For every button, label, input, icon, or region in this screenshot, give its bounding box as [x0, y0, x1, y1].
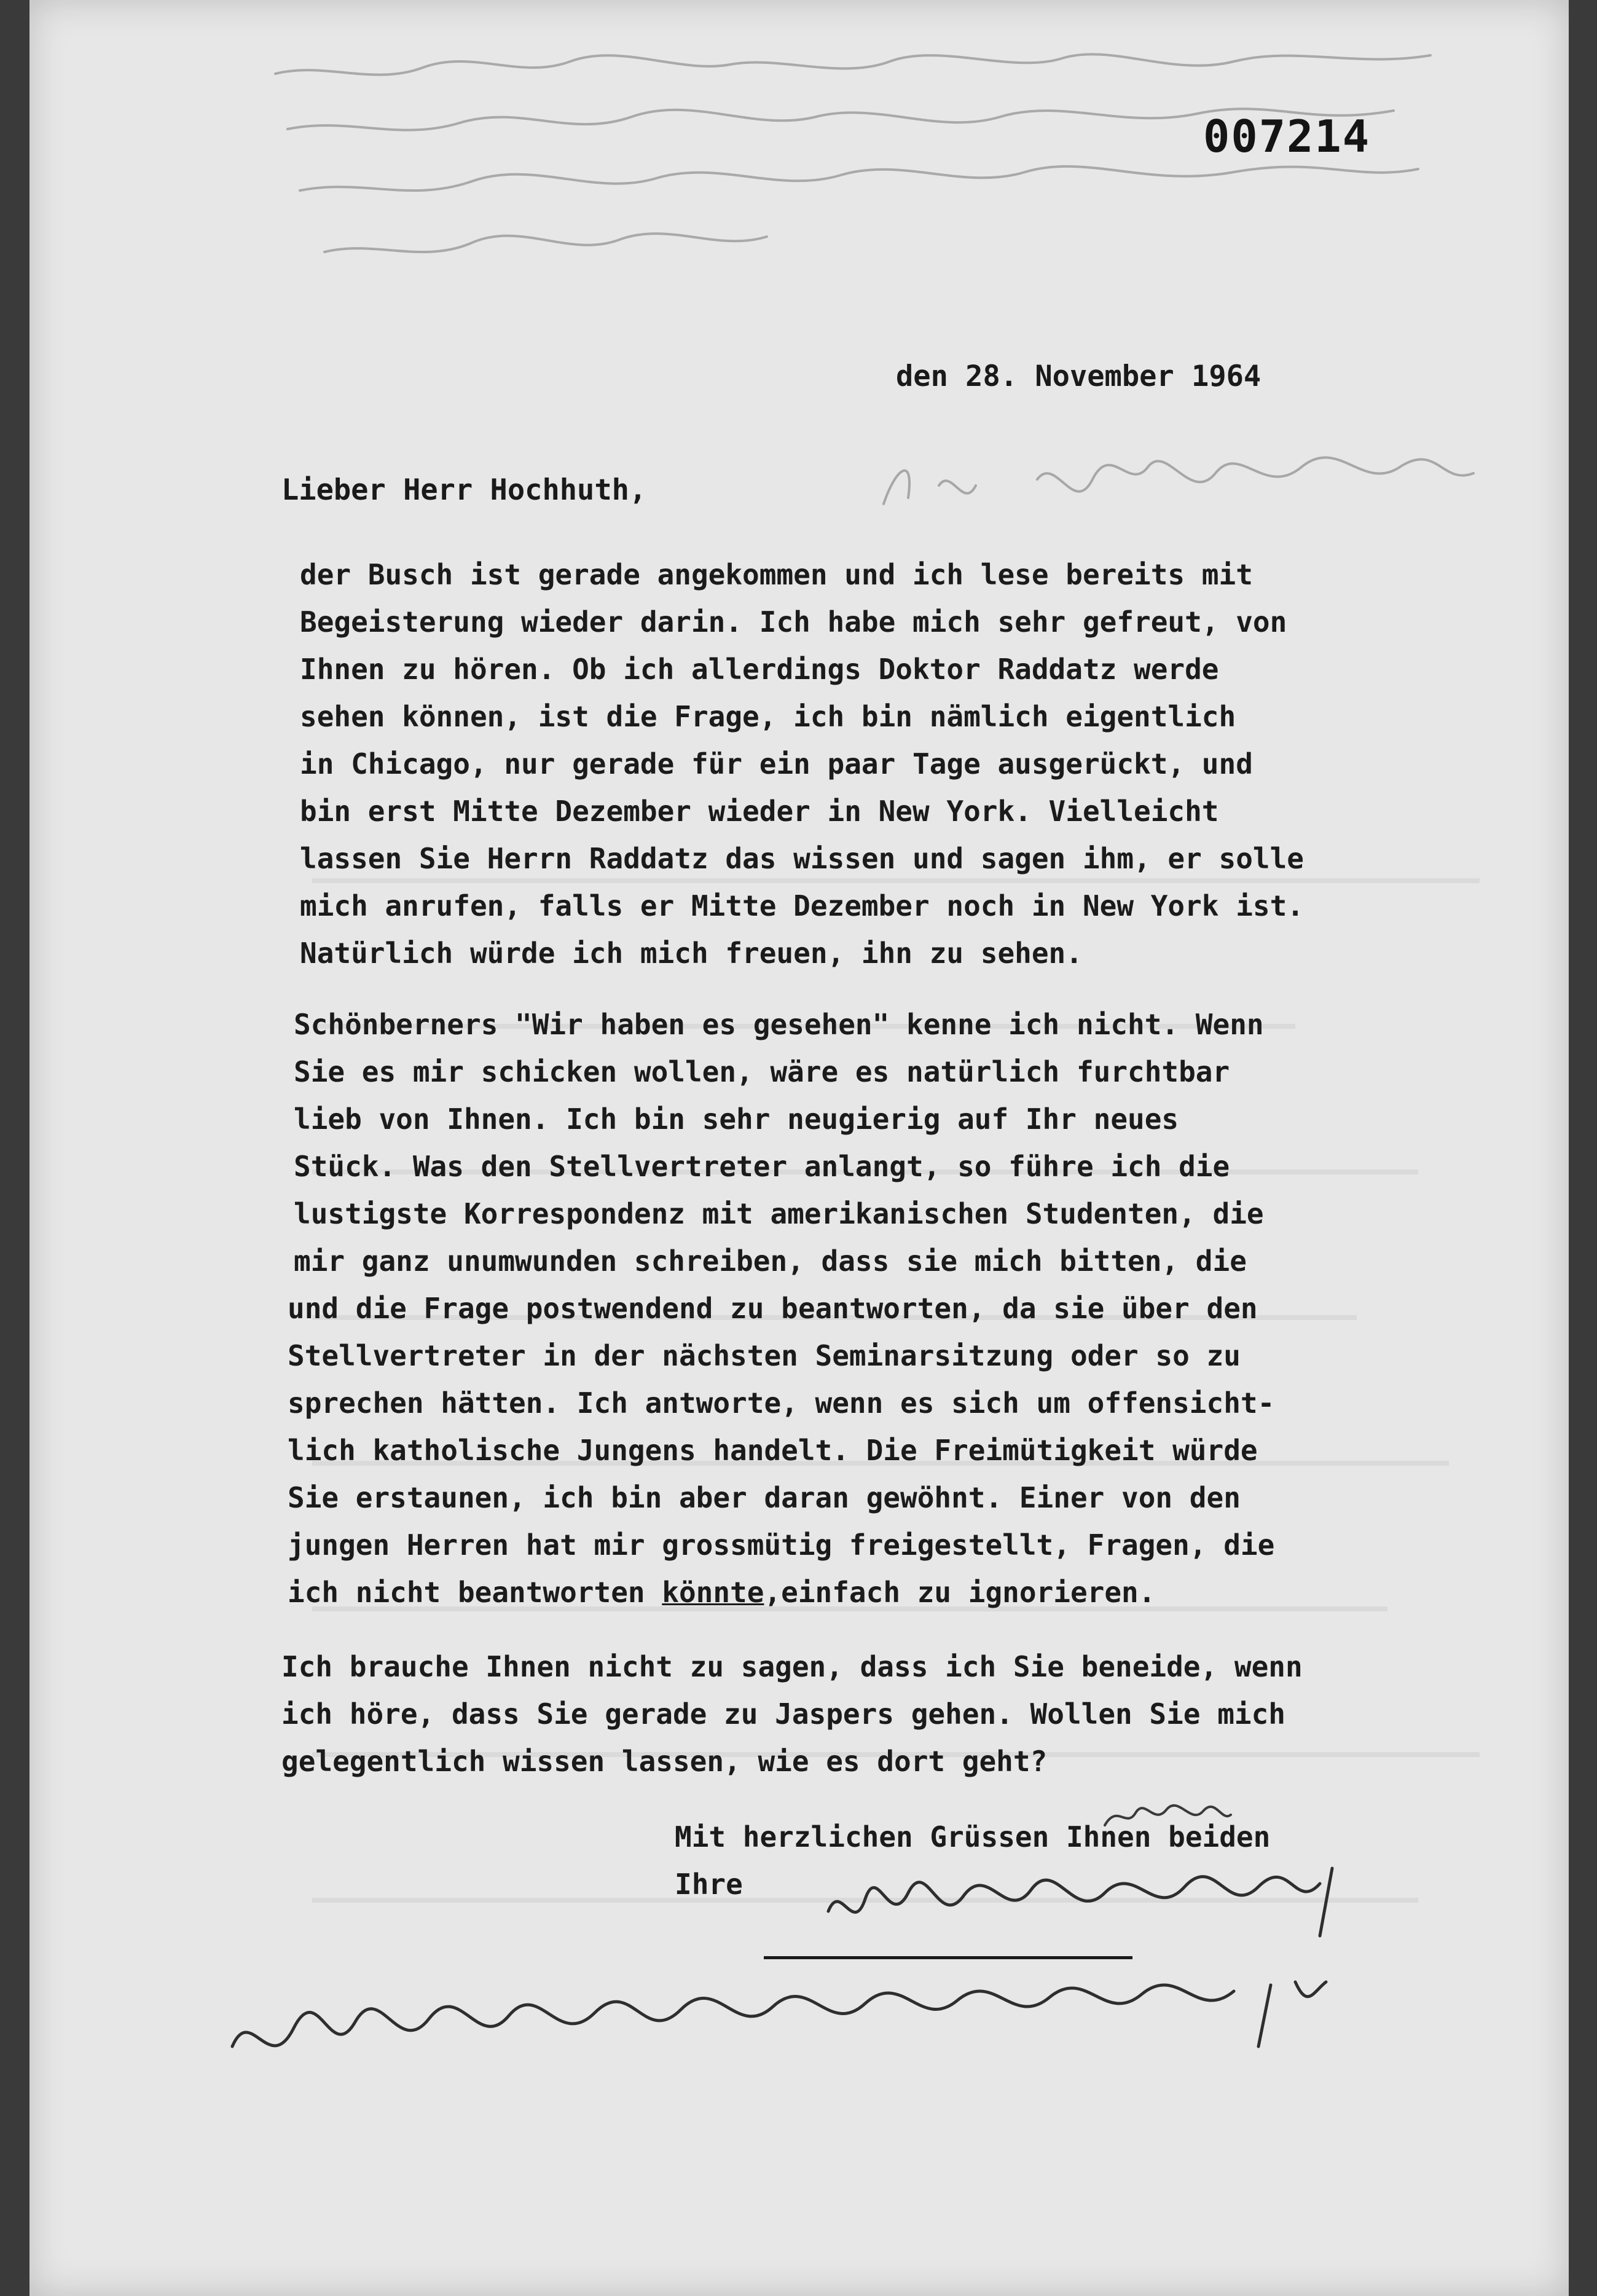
text-line: lustigste Korrespondenz mit amerikanischen Studenten, die: [294, 1197, 1264, 1230]
handwriting-scribbles-top: [251, 25, 1480, 307]
handwriting-scribble-right: [871, 430, 1486, 541]
letter-date: den 28. November 1964: [896, 360, 1262, 393]
handwritten-note-lower: [214, 1844, 1473, 2102]
text-line: lieb von Ihnen. Ich bin sehr neugierig auf Ihr neues: [294, 1103, 1179, 1136]
text-line: Stellvertreter in der nächsten Seminarsitzung oder so zu: [288, 1339, 1241, 1372]
text-line: Schönberners "Wir haben es gesehen" kenne ich nicht. Wenn: [294, 1008, 1264, 1041]
text-line: lich katholische Jungens handelt. Die Freimütigkeit würde: [288, 1434, 1258, 1467]
text-line: jungen Herren hat mir grossmütig freigestellt, Fragen, die: [288, 1528, 1275, 1562]
closing-greeting: Mit herzlichen Grüssen Ihnen beiden: [675, 1820, 1271, 1854]
text-line: mir ganz unumwunden schreiben, dass sie mich bitten, die: [294, 1244, 1247, 1278]
text-line: mich anrufen, falls er Mitte Dezember noch in New York ist.: [300, 889, 1304, 922]
underlined-word: könnte: [662, 1576, 764, 1609]
text-line: bin erst Mitte Dezember wieder in New York. Vielleicht: [300, 795, 1219, 828]
signature-rule: [764, 1956, 1132, 1959]
text-segment: ich nicht beantworten: [288, 1576, 662, 1609]
text-line: lassen Sie Herrn Raddatz das wissen und sagen ihm, er solle: [300, 842, 1304, 875]
text-line: sprechen hätten. Ich antworte, wenn es sich um offensicht-: [288, 1386, 1275, 1420]
document-number: 007214: [1203, 111, 1371, 162]
text-line: Ihnen zu hören. Ob ich allerdings Doktor Raddatz werde: [300, 653, 1219, 686]
text-line: ich höre, dass Sie gerade zu Jaspers gehen. Wollen Sie mich: [281, 1697, 1285, 1731]
text-segment: ,einfach zu ignorieren.: [764, 1576, 1156, 1609]
letter-page: [29, 0, 1569, 2296]
text-line: Sie erstaunen, ich bin aber daran gewöhnt. Einer von den: [288, 1481, 1241, 1514]
closing-ihre: Ihre: [675, 1868, 743, 1901]
text-line: Stück. Was den Stellvertreter anlangt, so führe ich die: [294, 1150, 1230, 1183]
text-line: gelegentlich wissen lassen, wie es dort geht?: [281, 1745, 1048, 1778]
text-line: sehen können, ist die Frage, ich bin nämlich eigentlich: [300, 700, 1236, 733]
handwritten-insertion: [1099, 1798, 1234, 1834]
text-line: Natürlich würde ich mich freuen, ihn zu sehen.: [300, 937, 1083, 970]
text-line: in Chicago, nur gerade für ein paar Tage ausgerückt, und: [300, 747, 1253, 780]
text-line: Ich brauche Ihnen nicht zu sagen, dass ich Sie beneide, wenn: [281, 1650, 1303, 1683]
text-line: Begeisterung wieder darin. Ich habe mich sehr gefreut, von: [300, 605, 1287, 639]
text-line: der Busch ist gerade angekommen und ich lese bereits mit: [300, 558, 1253, 591]
text-line-with-underline: [288, 1576, 1155, 1609]
text-line: und die Frage postwendend zu beantworten, da sie über den: [288, 1292, 1258, 1325]
text-line: Sie es mir schicken wollen, wäre es natürlich furchtbar: [294, 1055, 1230, 1088]
salutation: Lieber Herr Hochhuth,: [281, 473, 647, 507]
